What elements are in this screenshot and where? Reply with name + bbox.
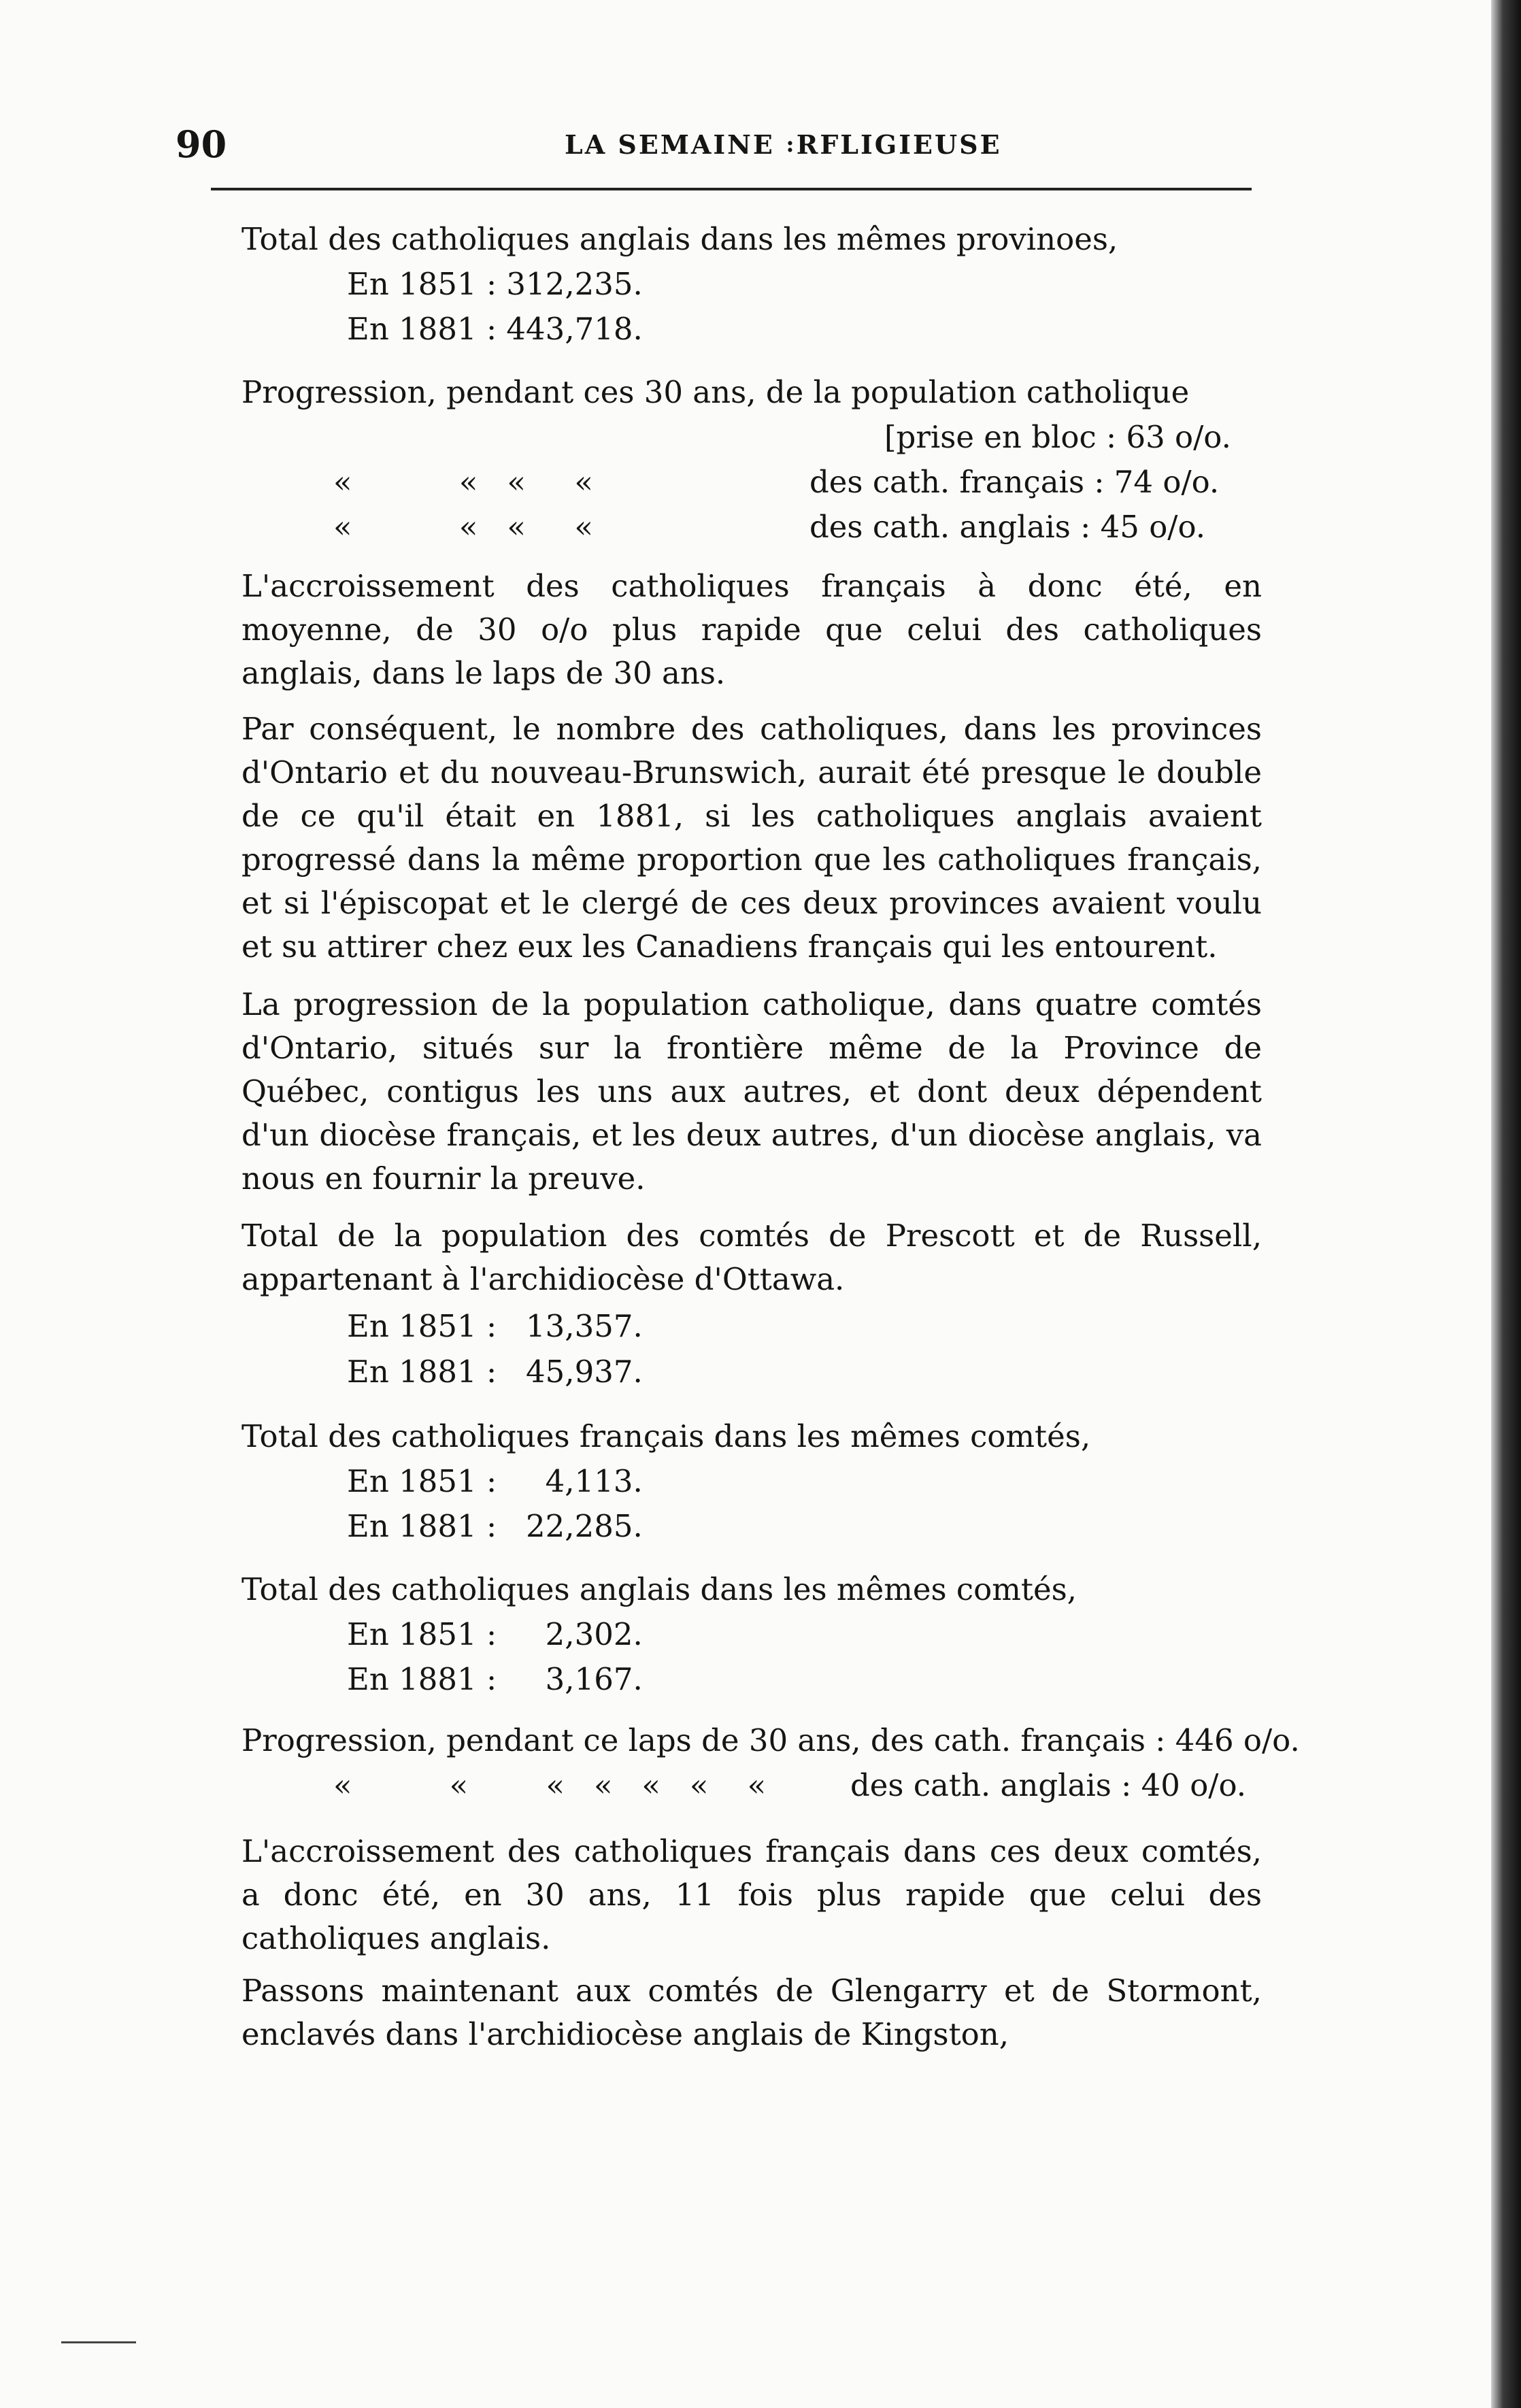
line-prise-en-bloc: [prise en bloc : 63 o/o. [884, 419, 1231, 455]
line-cath-francais: des cath. français : 74 o/o. [809, 464, 1220, 500]
stat-1881-anglais: En 1881 : 443,718. [347, 311, 643, 347]
page-number: 90 [176, 122, 227, 166]
ditto-marks: « « « « [333, 509, 593, 545]
bottom-rule [61, 2341, 136, 2343]
ditto-marks: « « « « [333, 464, 593, 500]
stat-1851-anglais-comtes: En 1851 : 2,302. [347, 1616, 643, 1652]
scan-edge [1491, 0, 1521, 2408]
stat-1851-francais: En 1851 : 4,113. [347, 1463, 643, 1499]
line-total-francais-comtes: Total des catholiques français dans les mêmes comtés, [241, 1418, 1091, 1454]
stat-1881-anglais-comtes: En 1881 : 3,167. [347, 1661, 643, 1697]
header-rule [211, 188, 1252, 190]
paragraph-passons: Passons maintenant aux comtés de Glengarry et de Stormont, enclavés dans l'archidiocèse anglais de Kingston, [241, 1973, 1262, 2052]
paragraph-accroissement-comtes: L'accroissement des catholiques français dans ces deux comtés, a donc été, en 30 ans, 11 fois plus rapide que celui des catholiques anglais. [241, 1833, 1262, 1956]
line-progression: Progression, pendant ces 30 ans, de la population catholique [241, 374, 1190, 410]
line-total-anglais-comtes: Total des catholiques anglais dans les mêmes comtés, [241, 1571, 1077, 1607]
paragraph-progression: La progression de la population catholique, dans quatre comtés d'Ontario, situés sur la frontière même de la Province de Québec, contigus les uns aux autres, et dont deux dépendent d'un diocèse français, et les deux autres, d'un diocèse anglais, va nous en fournir la preuve. [241, 986, 1262, 1197]
paragraph-accroissement: L'accroissement des catholiques français à donc été, en moyenne, de 30 o/o plus rapide que celui des catholiques anglais, dans le laps de 30 ans. [241, 568, 1262, 691]
running-title: LA SEMAINE ꞉RFLIGIEUSE [565, 129, 1002, 160]
line-cath-anglais: des cath. anglais : 45 o/o. [809, 509, 1206, 545]
stat-1881-population: En 1881 : 45,937. [347, 1354, 643, 1390]
paragraph-total-population: Total de la population des comtés de Prescott et de Russell, appartenant à l'archidiocèse d'Ottawa. [241, 1218, 1262, 1297]
stat-1851-anglais: En 1851 : 312,235. [347, 266, 643, 302]
stat-1881-francais: En 1881 : 22,285. [347, 1508, 643, 1544]
line-progression-comtes: Progression, pendant ce laps de 30 ans, des cath. français : 446 o/o. [241, 1722, 1300, 1758]
line-total-anglais: Total des catholiques anglais dans les mêmes provinoes, [241, 221, 1118, 257]
ditto-marks: « « « « « « « [333, 1767, 767, 1803]
stat-1851-population: En 1851 : 13,357. [347, 1308, 643, 1344]
page-header [0, 122, 1521, 177]
paragraph-consequent: Par conséquent, le nombre des catholiques, dans les provinces d'Ontario et du nouveau-Brunswich, aurait été presque le double de ce qu'il était en 1881, si les catholiques anglais avaient progressé dans la même proportion que les catholiques français, et si l'épiscopat et le clergé de ces deux provinces avaient voulu et su attirer chez eux les Canadiens français qui les entourent. [241, 711, 1262, 965]
line-progression-anglais: des cath. anglais : 40 o/o. [850, 1767, 1247, 1803]
